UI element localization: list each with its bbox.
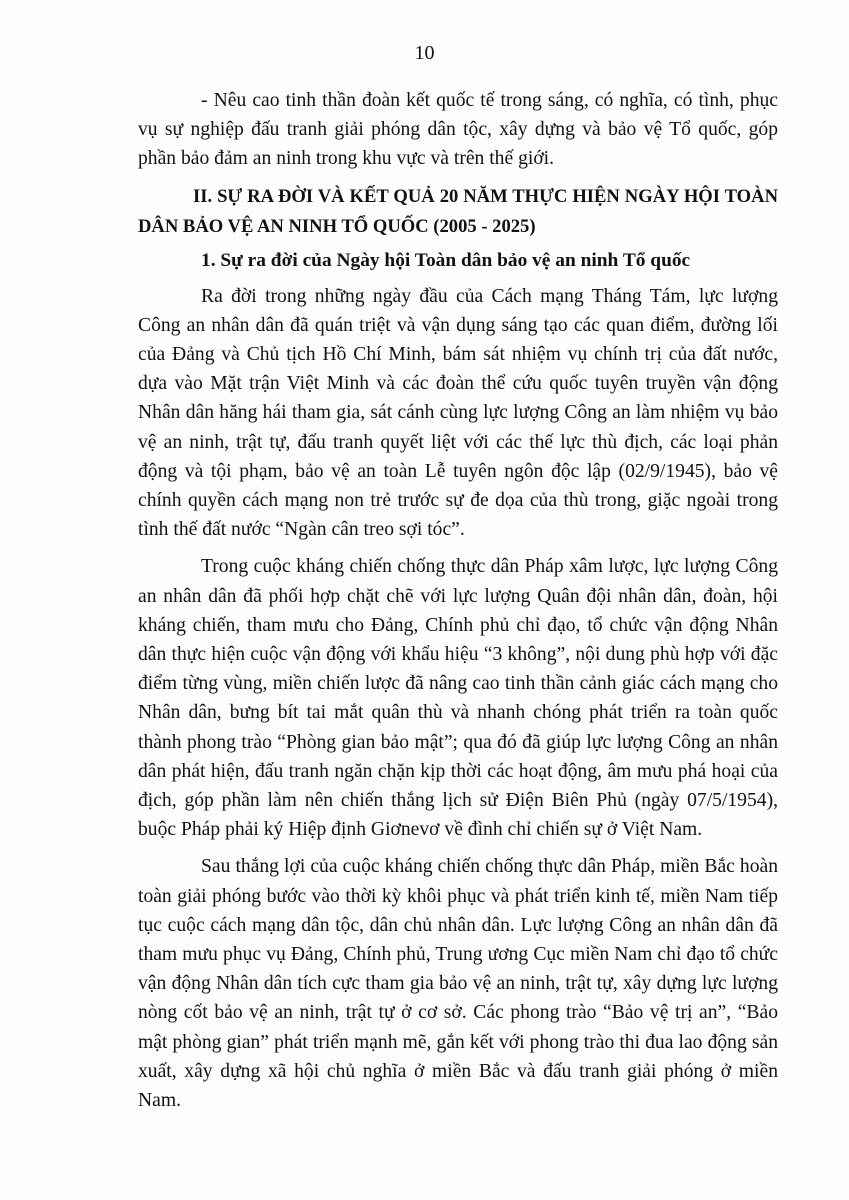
body-paragraph: Trong cuộc kháng chiến chống thực dân Pháp xâm lược, lực lượng Công an nhân dân đã phối hợp chặt chẽ với lực lượng Quân đội nhân dân, đoàn, hội kháng chiến, tham mưu cho Đảng, Chính phủ chỉ đạo, tổ chức vận động Nhân dân thực hiện cuộc vận động với khẩu hiệu “3 không”, nội dung phù hợp với đặc điểm từng vùng, miền chiến lược đã nâng cao tinh thần cảnh giác cách mạng cho Nhân dân, bưng bít tai mắt quân thù và nhanh chóng phát triển ra toàn quốc thành phong trào “Phòng gian bảo mật”; qua đó đã giúp lực lượng Công an nhân dân phát hiện, đấu tranh ngăn chặn kịp thời các hoạt động, âm mưu phá hoại của địch, góp phần làm nên chiến thắng lịch sử Điện Biên Phủ (ngày 07/5/1954), buộc Pháp phải ký Hiệp định Giơnevơ về đình chỉ chiến sự ở Việt Nam. — [138, 556, 778, 841]
body-paragraph: Ra đời trong những ngày đầu của Cách mạng Tháng Tám, lực lượng Công an nhân dân đã quán triệt và vận dụng sáng tạo các quan điểm, đường lối của Đảng và Chủ tịch Hồ Chí Minh, bám sát nhiệm vụ chính trị của đất nước, dựa vào Mặt trận Việt Minh và các đoàn thể cứu quốc tuyên truyền vận động Nhân dân hăng hái tham gia, sát cánh cùng lực lượng Công an làm nhiệm vụ bảo vệ an ninh, trật tự, đấu tranh quyết liệt với các thế lực thù địch, các loại phản động và tội phạm, bảo vệ an toàn Lễ tuyên ngôn độc lập (02/9/1945), bảo vệ chính quyền cách mạng non trẻ trước sự đe dọa của thù trong, giặc ngoài trong tình thế đất nước “Ngàn cân treo sợi tóc”. — [138, 285, 778, 541]
document-body — [138, 86, 778, 1123]
body-paragraph: Sau thắng lợi của cuộc kháng chiến chống thực dân Pháp, miền Bắc hoàn toàn giải phóng bước vào thời kỳ khôi phục và phát triển kinh tế, miền Nam tiếp tục cuộc cách mạng dân tộc, dân chủ nhân dân. Lực lượng Công an nhân dân đã tham mưu phục vụ Đảng, Chính phủ, Trung ương Cục miền Nam chỉ đạo tổ chức vận động Nhân dân tích cực tham gia bảo vệ an ninh, trật tự, xây dựng lực lượng nòng cốt bảo vệ an ninh, trật tự ở cơ sở. Các phong trào “Bảo vệ trị an”, “Bảo mật phòng gian” phát triển mạnh mẽ, gắn kết với phong trào thi đua lao động sản xuất, xây dựng xã hội chủ nghĩa ở miền Bắc và đấu tranh giải phóng ở miền Nam. — [138, 856, 778, 1112]
page-number: 10 — [414, 42, 435, 64]
section-heading: II. SỰ RA ĐỜI VÀ KẾT QUẢ 20 NĂM THỰC HIỆN NGÀY HỘI TOÀN DÂN BẢO VỆ AN NINH TỔ QUỐC (2005 - 2025) — [138, 185, 778, 237]
subsection-heading: 1. Sự ra đời của Ngày hội Toàn dân bảo vệ an ninh Tổ quốc — [201, 249, 691, 271]
intro-paragraph: - Nêu cao tinh thần đoàn kết quốc tế trong sáng, có nghĩa, có tình, phục vụ sự nghiệp đấu tranh giải phóng dân tộc, xây dựng và bảo vệ Tổ quốc, góp phần bảo đảm an ninh trong khu vực và trên thế giới. — [138, 90, 778, 170]
